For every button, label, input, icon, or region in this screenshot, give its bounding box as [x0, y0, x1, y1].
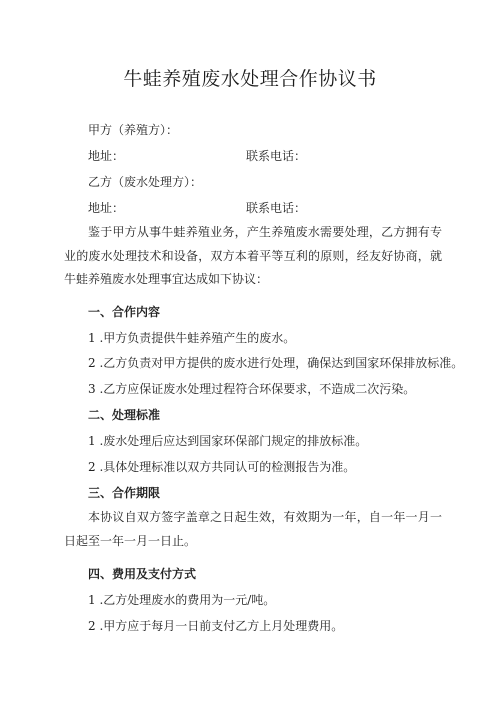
section-heading-term: 三、合作期限 — [88, 486, 161, 500]
party-a-phone: 联系电话： — [246, 149, 307, 163]
party-b-phone: 联系电话： — [246, 201, 307, 215]
list-item: 2 .甲方应于每月一日前支付乙方上月处理费用。 — [88, 619, 344, 633]
list-item: 2 .乙方负责对甲方提供的废水进行处理，确保达到国家环保排放标准。 — [88, 356, 464, 370]
party-b-label: 乙方（废水处理方）： — [88, 175, 203, 189]
list-item: 1 .甲方负责提供牛蛙养殖产生的废水。 — [88, 331, 296, 345]
document-title: 牛蛙养殖废水处理合作协议书 — [123, 68, 377, 90]
party-a-address: 地址： — [88, 149, 125, 163]
term-paragraph: 本协议自双方签字盖章之日起生效，有效期为一年，自一年一月一日起至一年一月一日止。 — [64, 510, 442, 548]
list-item: 1 .乙方处理废水的费用为一元/吨。 — [88, 593, 276, 607]
list-item: 3 .乙方应保证废水处理过程符合环保要求，不造成二次污染。 — [88, 382, 416, 396]
section-heading-content: 一、合作内容 — [88, 305, 161, 319]
section-heading-fees: 四、费用及支付方式 — [88, 567, 197, 581]
party-a-label: 甲方（养殖方）： — [88, 123, 179, 137]
list-item: 1 .废水处理后应达到国家环保部门规定的排放标准。 — [88, 434, 368, 448]
party-b-address: 地址： — [88, 201, 125, 215]
list-item: 2 .具体处理标准以双方共同认可的检测报告为准。 — [88, 460, 356, 474]
section-heading-standards: 二、处理标准 — [88, 408, 161, 422]
intro-paragraph: 鉴于甲方从事牛蛙养殖业务，产生养殖废水需要处理，乙方拥有专业的废水处理技术和设备，双方本着平等互利的原则，经友好协商，就牛蛙养殖废水处理事宜达成如下协议： — [64, 225, 442, 286]
